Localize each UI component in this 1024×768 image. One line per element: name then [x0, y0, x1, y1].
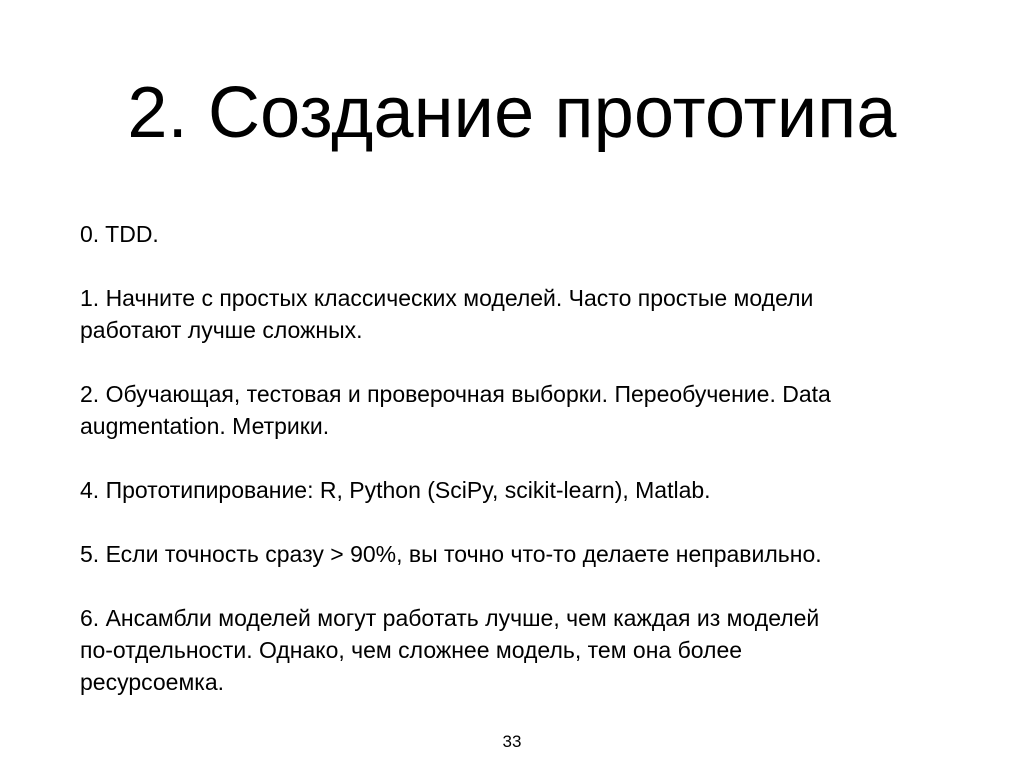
- slide-body: [80, 218, 960, 698]
- list-item-line: 4. Прототипирование: R, Python (SciPy, scikit-learn), Matlab.: [80, 477, 711, 503]
- list-item-line: 2. Обучающая, тестовая и проверочная выборки. Переобучение. Data: [80, 381, 831, 407]
- list-item-line: 5. Если точность сразу > 90%, вы точно что-то делаете неправильно.: [80, 541, 822, 567]
- list-item: [80, 538, 960, 570]
- list-item-line: по-отдельности. Однако, чем сложнее модель, тем она более: [80, 637, 743, 663]
- list-item-line: 0. TDD.: [80, 221, 159, 247]
- list-item-line: ресурсоемка.: [80, 669, 225, 695]
- list-item: [80, 474, 960, 506]
- list-item: [80, 378, 960, 442]
- list-item-line: 6. Ансамбли моделей могут работать лучше, чем каждая из моделей: [80, 605, 820, 631]
- page-number: 33: [502, 732, 522, 751]
- list-item: [80, 602, 960, 698]
- slide-title: 2. Создание прототипа: [127, 73, 897, 153]
- list-item-line: работают лучше сложных.: [80, 317, 363, 343]
- list-item: [80, 282, 960, 346]
- list-item: [80, 218, 960, 250]
- list-item-line: 1. Начните с простых классических моделей. Часто простые модели: [80, 285, 814, 311]
- list-item-line: augmentation. Метрики.: [80, 413, 330, 439]
